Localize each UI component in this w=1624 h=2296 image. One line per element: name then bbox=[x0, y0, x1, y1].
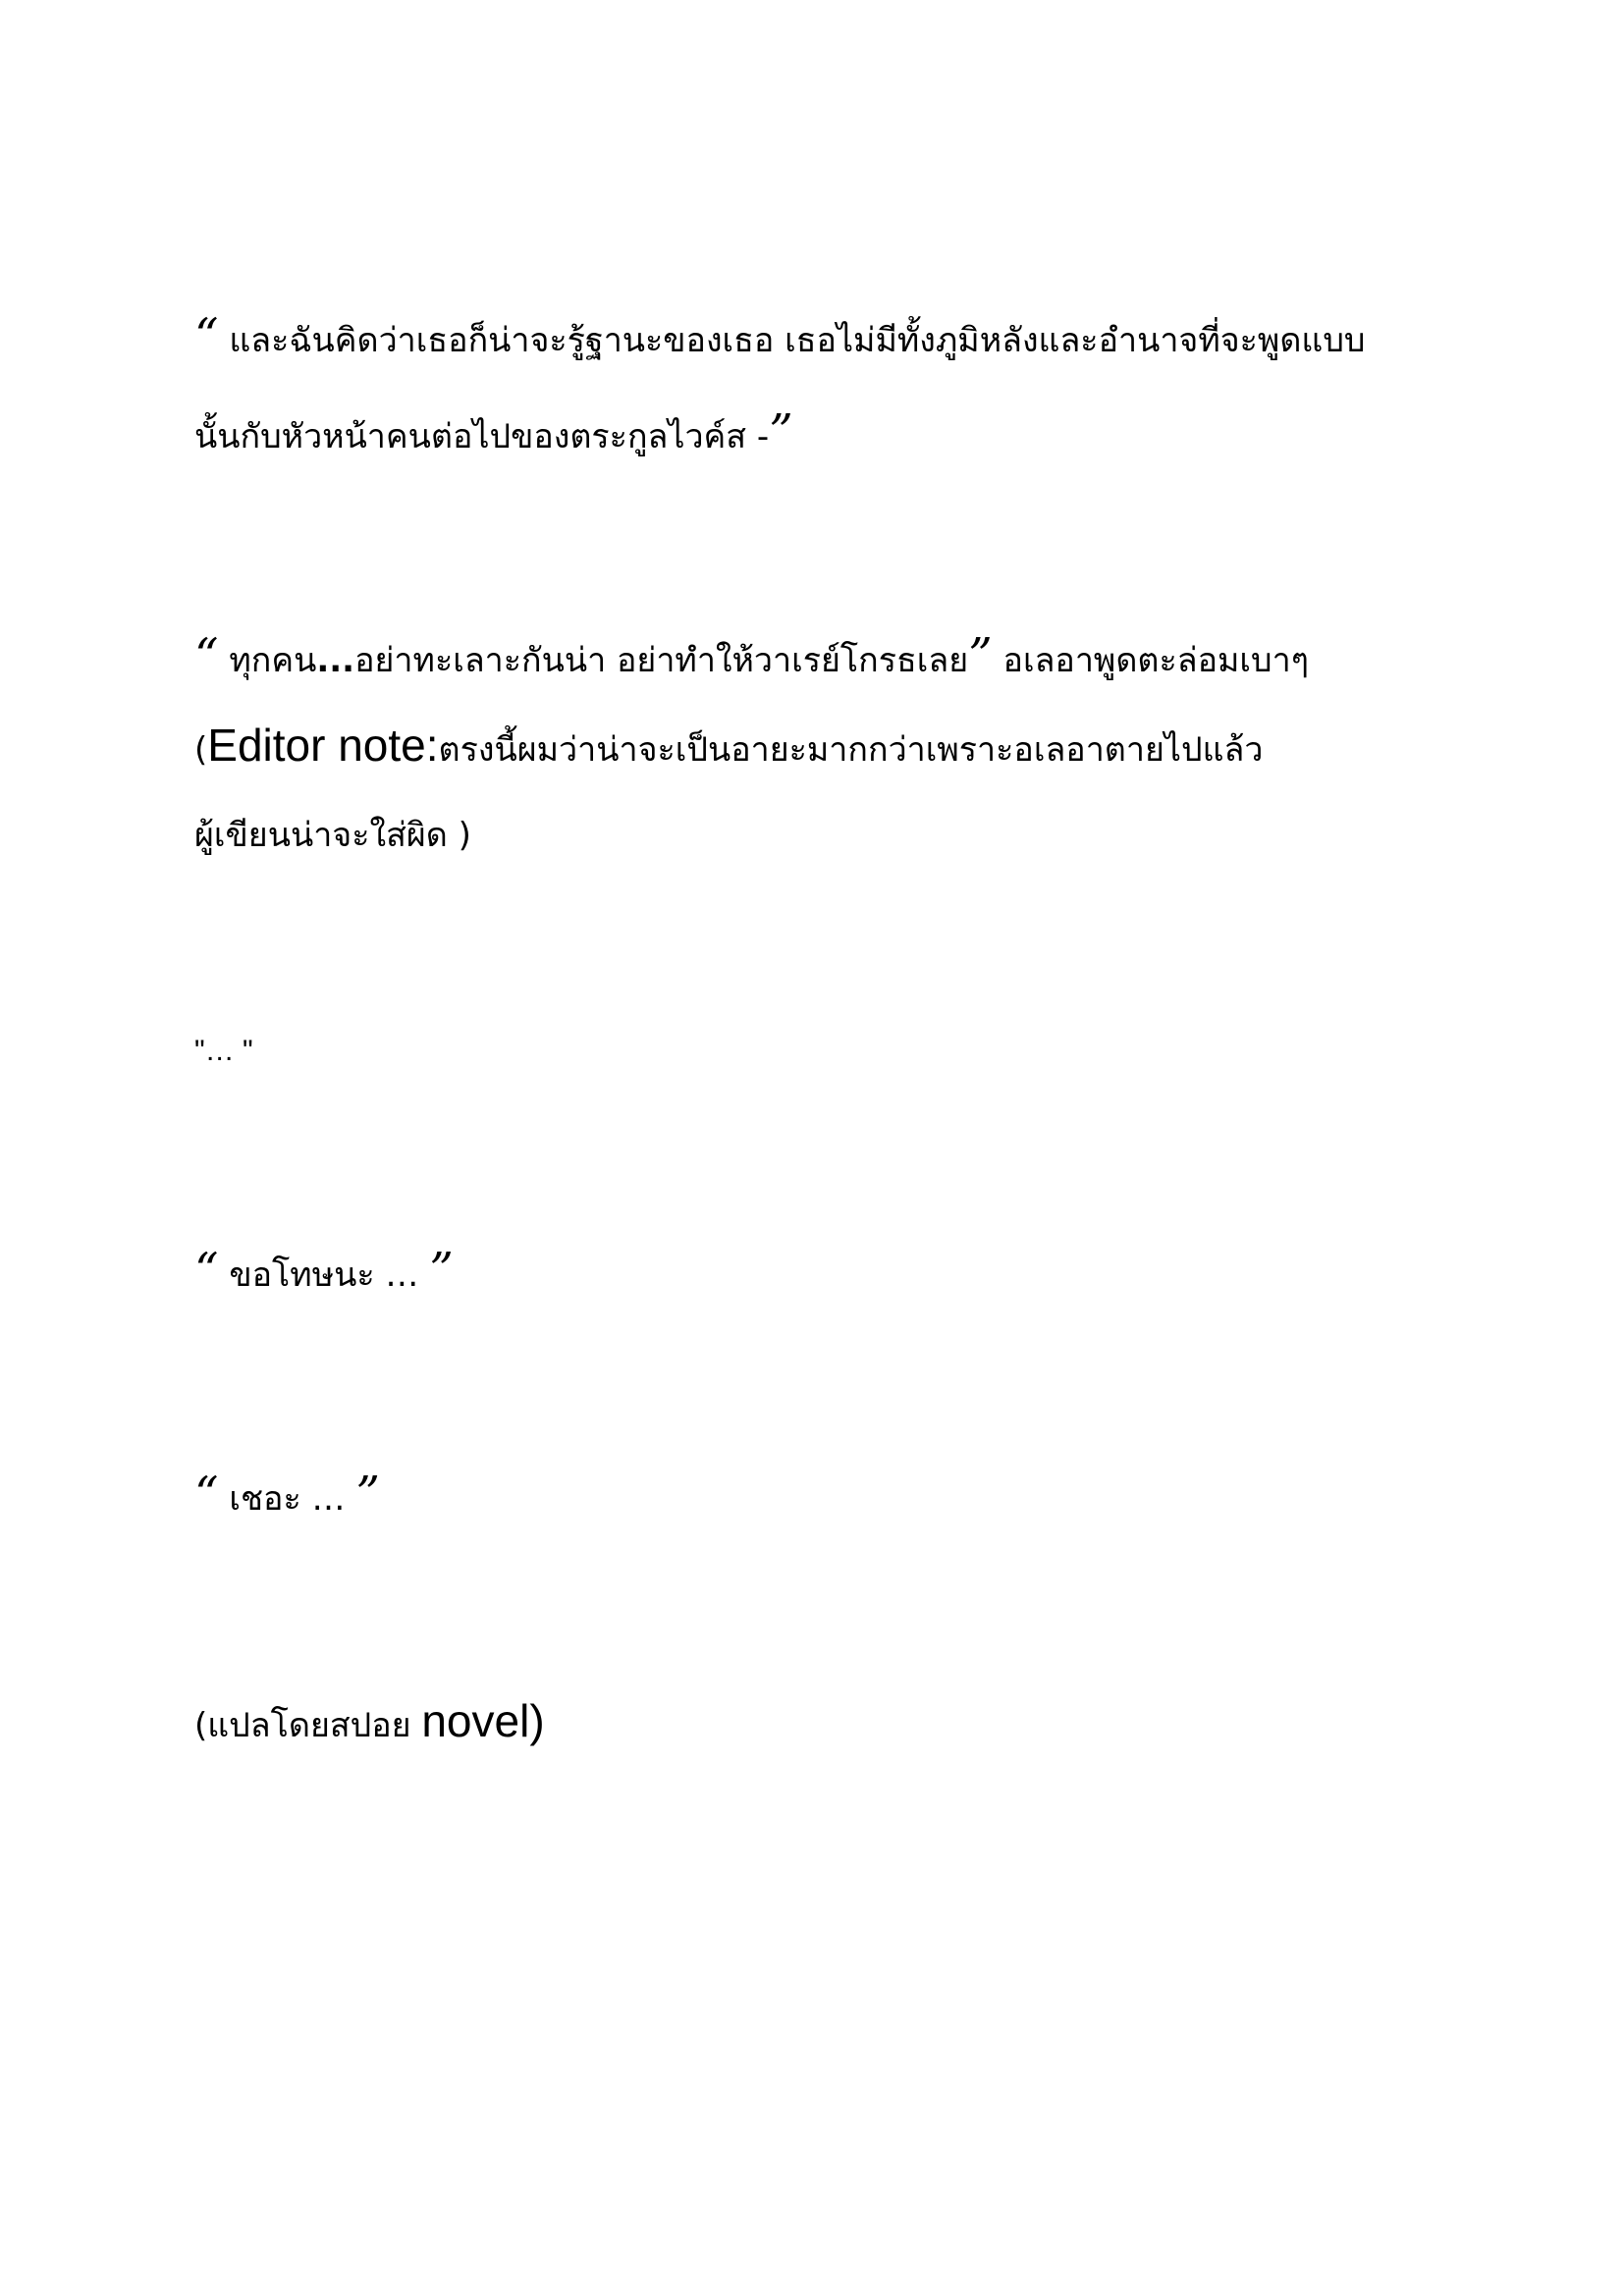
close-quote: ” bbox=[769, 404, 793, 459]
dialogue-text: ทุกคน bbox=[218, 641, 317, 680]
dialogue-text: และฉันคิดว่าเธอก็น่าจะรู้ฐานะของเธอ เธอไม่มีทั้งภูมิหลังและอำนาจที่จะพูดแบบ bbox=[218, 321, 1366, 360]
editor-note-text: ผู้เขียนน่าจะใส่ผิด ) bbox=[194, 816, 471, 855]
close-quote: ” bbox=[355, 1467, 380, 1522]
translator-credit bbox=[194, 1696, 545, 1750]
paren-open: ( bbox=[194, 730, 208, 770]
ellipsis: ... bbox=[316, 641, 355, 680]
dialogue-text: นั้นกับหัวหน้าคนต่อไปของตระกูลไวค์ส - bbox=[194, 417, 770, 456]
silence-line bbox=[194, 1027, 253, 1076]
dialogue-line-1-continued bbox=[194, 404, 793, 461]
editor-note-label: Editor note: bbox=[207, 720, 439, 771]
dialogue-line-2 bbox=[194, 628, 1309, 685]
close-quote: ” bbox=[968, 628, 993, 683]
close-quote: ” bbox=[429, 1243, 454, 1298]
open-quote: “ bbox=[194, 1243, 219, 1298]
open-quote: “ bbox=[194, 308, 219, 363]
open-quote: “ bbox=[194, 1467, 219, 1522]
dialogue-text: ขอโทษนะ … bbox=[218, 1255, 430, 1295]
editor-note-text: ตรงนี้ผมว่าน่าจะเป็นอายะมากกว่าเพราะอเลอาตายไปแล้ว bbox=[438, 730, 1264, 770]
dialogue-text: เชอะ … bbox=[218, 1479, 356, 1519]
editor-note bbox=[194, 721, 1263, 774]
dialogue-line-4 bbox=[194, 1467, 380, 1523]
credit-text: (แปลโดยสปอย bbox=[194, 1706, 422, 1745]
open-quote: “ bbox=[194, 628, 219, 683]
dialogue-line-3 bbox=[194, 1243, 454, 1300]
editor-note-continued bbox=[194, 811, 471, 860]
dialogue-line-1 bbox=[194, 308, 1366, 365]
dialogue-text: อย่าทะเลาะกันน่า อย่าทำให้วาเรย์โกรธเลย bbox=[354, 641, 969, 680]
narration-text: อเลอาพูดตะล่อมเบาๆ bbox=[992, 641, 1309, 680]
credit-novel: novel) bbox=[421, 1695, 545, 1746]
silence-text: "… " bbox=[194, 1035, 253, 1067]
